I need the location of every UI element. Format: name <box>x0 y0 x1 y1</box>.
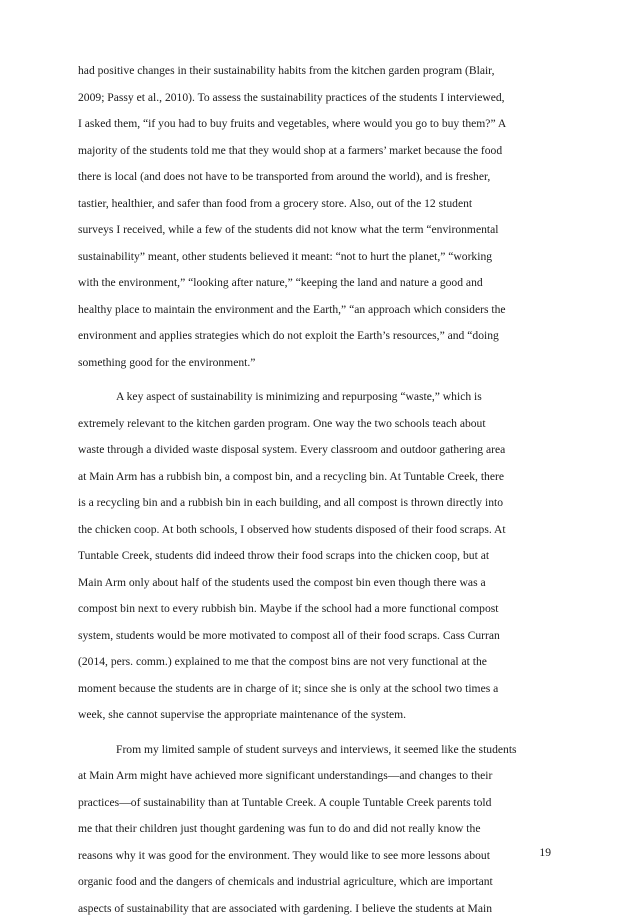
text-line: aspects of sustainability that are associated with gardening. I believe the students at Main <box>78 896 550 922</box>
text-line: A key aspect of sustainability is minimizing and repurposing “waste,” which is <box>78 384 550 411</box>
text-line: healthy place to maintain the environment and the Earth,” “an approach which considers the <box>78 297 550 324</box>
text-line: sustainability” meant, other students believed it meant: “not to hurt the planet,” “working <box>78 244 550 271</box>
paragraph-gap <box>78 376 550 384</box>
text-line: with the environment,” “looking after nature,” “keeping the land and nature a good and <box>78 270 550 297</box>
text-line: compost bin next to every rubbish bin. Maybe if the school had a more functional compost <box>78 596 550 623</box>
text-line: the chicken coop. At both schools, I observed how students disposed of their food scraps. At <box>78 517 550 544</box>
text-line: (2014, pers. comm.) explained to me that the compost bins are not very functional at the <box>78 649 550 676</box>
text-line: me that their children just thought gardening was fun to do and did not really know the <box>78 816 550 843</box>
text-line: organic food and the dangers of chemicals and industrial agriculture, which are important <box>78 869 550 896</box>
body-text <box>78 58 550 922</box>
text-line: Main Arm only about half of the students used the compost bin even though there was a <box>78 570 550 597</box>
text-line: I asked them, “if you had to buy fruits and vegetables, where would you go to buy them?” A <box>78 111 550 138</box>
text-line: 2009; Passy et al., 2010). To assess the sustainability practices of the students I interviewed, <box>78 85 550 112</box>
text-line: Tuntable Creek, students did indeed throw their food scraps into the chicken coop, but at <box>78 543 550 570</box>
text-line: moment because the students are in charge of it; since she is only at the school two times a <box>78 676 550 703</box>
text-line: environment and applies strategies which do not exploit the Earth’s resources,” and “doing <box>78 323 550 350</box>
text-line: extremely relevant to the kitchen garden program. One way the two schools teach about <box>78 411 550 438</box>
text-line: at Main Arm has a rubbish bin, a compost bin, and a recycling bin. At Tuntable Creek, there <box>78 464 550 491</box>
text-line: From my limited sample of student surveys and interviews, it seemed like the students <box>78 737 550 764</box>
text-line: reasons why it was good for the environment. They would like to see more lessons about <box>78 843 550 870</box>
text-line: system, students would be more motivated to compost all of their food scraps. Cass Curran <box>78 623 550 650</box>
text-line: at Main Arm might have achieved more significant understandings—and changes to their <box>78 763 550 790</box>
paragraph <box>78 384 550 729</box>
paragraph-gap <box>78 729 550 737</box>
text-line: surveys I received, while a few of the students did not know what the term “environmental <box>78 217 550 244</box>
text-line: practices—of sustainability than at Tuntable Creek. A couple Tuntable Creek parents told <box>78 790 550 817</box>
paragraph <box>78 58 550 376</box>
paragraph <box>78 737 550 922</box>
text-line: majority of the students told me that they would shop at a farmers’ market because the food <box>78 138 550 165</box>
text-line: something good for the environment.” <box>78 350 550 377</box>
text-line: had positive changes in their sustainability habits from the kitchen garden program (Blair, <box>78 58 550 85</box>
text-line: is a recycling bin and a rubbish bin in each building, and all compost is thrown directly into <box>78 490 550 517</box>
text-line: waste through a divided waste disposal system. Every classroom and outdoor gathering area <box>78 437 550 464</box>
text-line: week, she cannot supervise the appropriate maintenance of the system. <box>78 702 550 729</box>
text-line: tastier, healthier, and safer than food from a grocery store. Also, out of the 12 student <box>78 191 550 218</box>
page-number: 19 <box>539 846 551 860</box>
text-line: there is local (and does not have to be transported from around the world), and is fresher, <box>78 164 550 191</box>
